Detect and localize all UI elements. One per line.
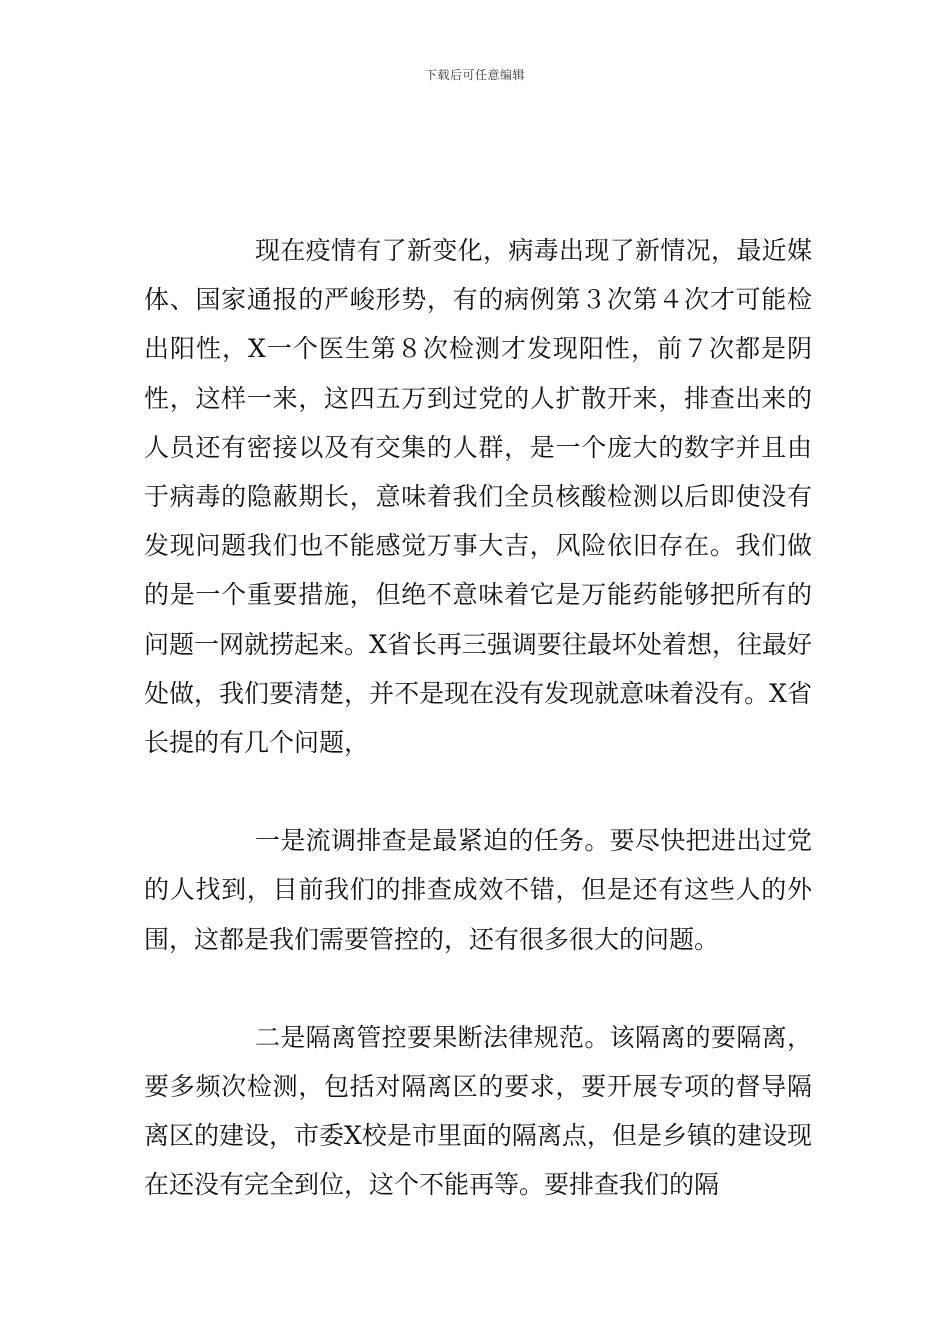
paragraph-3: 二是隔离管控要果断法律规范。该隔离的要隔离，要多频次检测，包括对隔离区的要求，要开展专项的督导隔离区的建设，市委X校是市里面的隔离点，但是乡镇的建设现在还没有完全到位，这个不能再等。要排查我们的隔 [144, 1022, 812, 1200]
paragraph-1: 现在疫情有了新变化，病毒出现了新情况，最近媒体、国家通报的严峻形势，有的病例第３次第４次才可能检出阳性，X一个医生第８次检测才发现阳性，前７次都是阴性，这样一来，这四五万到过党的人扩散开来，排查出来的人员还有密接以及有交集的人群，是一个庞大的数字并且由于病毒的隐蔽期长，意味着我们全员核酸检测以后即使没有发现问题我们也不能感觉万事大吉，风险依旧存在。我们做的是一个重要措施，但绝不意味着它是万能药能够把所有的问题一网就捞起来。X省长再三强调要往最坏处着想，往最好处做，我们要清楚，并不是现在没有发现就意味着没有。X省长提的有几个问题， [144, 236, 812, 758]
paragraph-2: 一是流调排查是最紧迫的任务。要尽快把进出过党的人找到，目前我们的排查成效不错，但是还有这些人的外围，这都是我们需要管控的，还有很多很大的问题。 [144, 826, 812, 954]
document-body [144, 226, 812, 1210]
header-note: 下载后可任意编辑 [424, 68, 525, 82]
